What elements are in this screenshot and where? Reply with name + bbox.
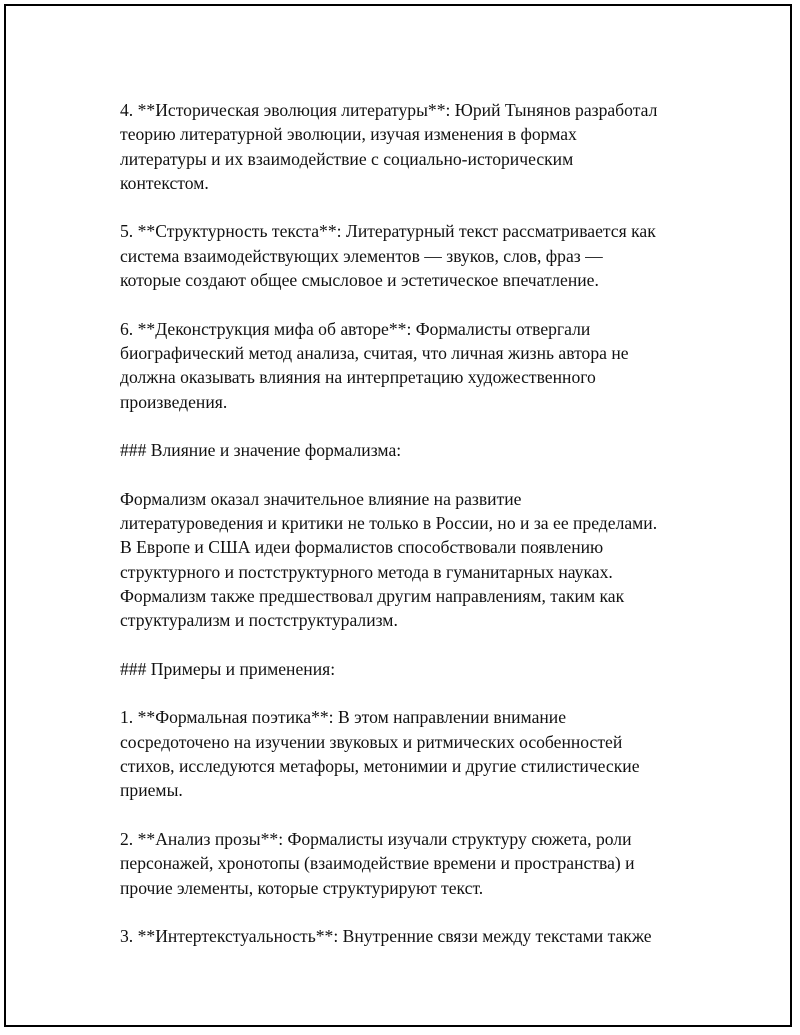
paragraph-text-structure: 5. **Структурность текста**: Литературный текст рассматривается как система взаимодействующих элементов — звуков, слов, фраз — которые создают общее смысловое и эстетическое впечатление. [120,221,656,291]
document-body [120,98,710,948]
heading-influence: ### Влияние и значение формализма: [120,440,402,461]
page-frame [4,4,792,1027]
paragraph-author-myth: 6. **Деконструкция мифа об авторе**: Формалисты отвергали биографический метод анализа, считая, что личная жизнь автора не должна оказывать влияния на интерпретацию художественного произведения. [120,318,629,412]
paragraph-intertextuality: 3. **Интертекстуальность**: Внутренние связи между текстами также [120,926,652,947]
paragraph-formal-poetics: 1. **Формальная поэтика**: В этом направлении внимание сосредоточено на изучении звуковых и ритмических особенностей стихов, исследуются метафоры, метонимии и другие стилистические приемы. [120,707,640,801]
paragraph-historical-evolution: 4. **Историческая эволюция литературы**: Юрий Тынянов разработал теорию литературной эволюции, изучая изменения в формах литературы и их взаимодействие с социально-историческим контекстом. [120,100,658,193]
heading-examples: ### Примеры и применения: [120,658,336,679]
paragraph-influence: Формализм оказал значительное влияние на развитие литературоведения и критики не только в России, но и за ее пределами. В Европе и США идеи формалистов способствовали появлению структурного и постструктурного метода в гуманитарных науках. Формализм также предшествовал другим направлениям, таким как структурализм и постструктурализм. [120,488,658,631]
paragraph-prose-analysis: 2. **Анализ прозы**: Формалисты изучали структуру сюжета, роли персонажей, хронотопы (взаимодействие времени и пространства) и прочие элементы, которые структурируют текст. [120,828,635,898]
